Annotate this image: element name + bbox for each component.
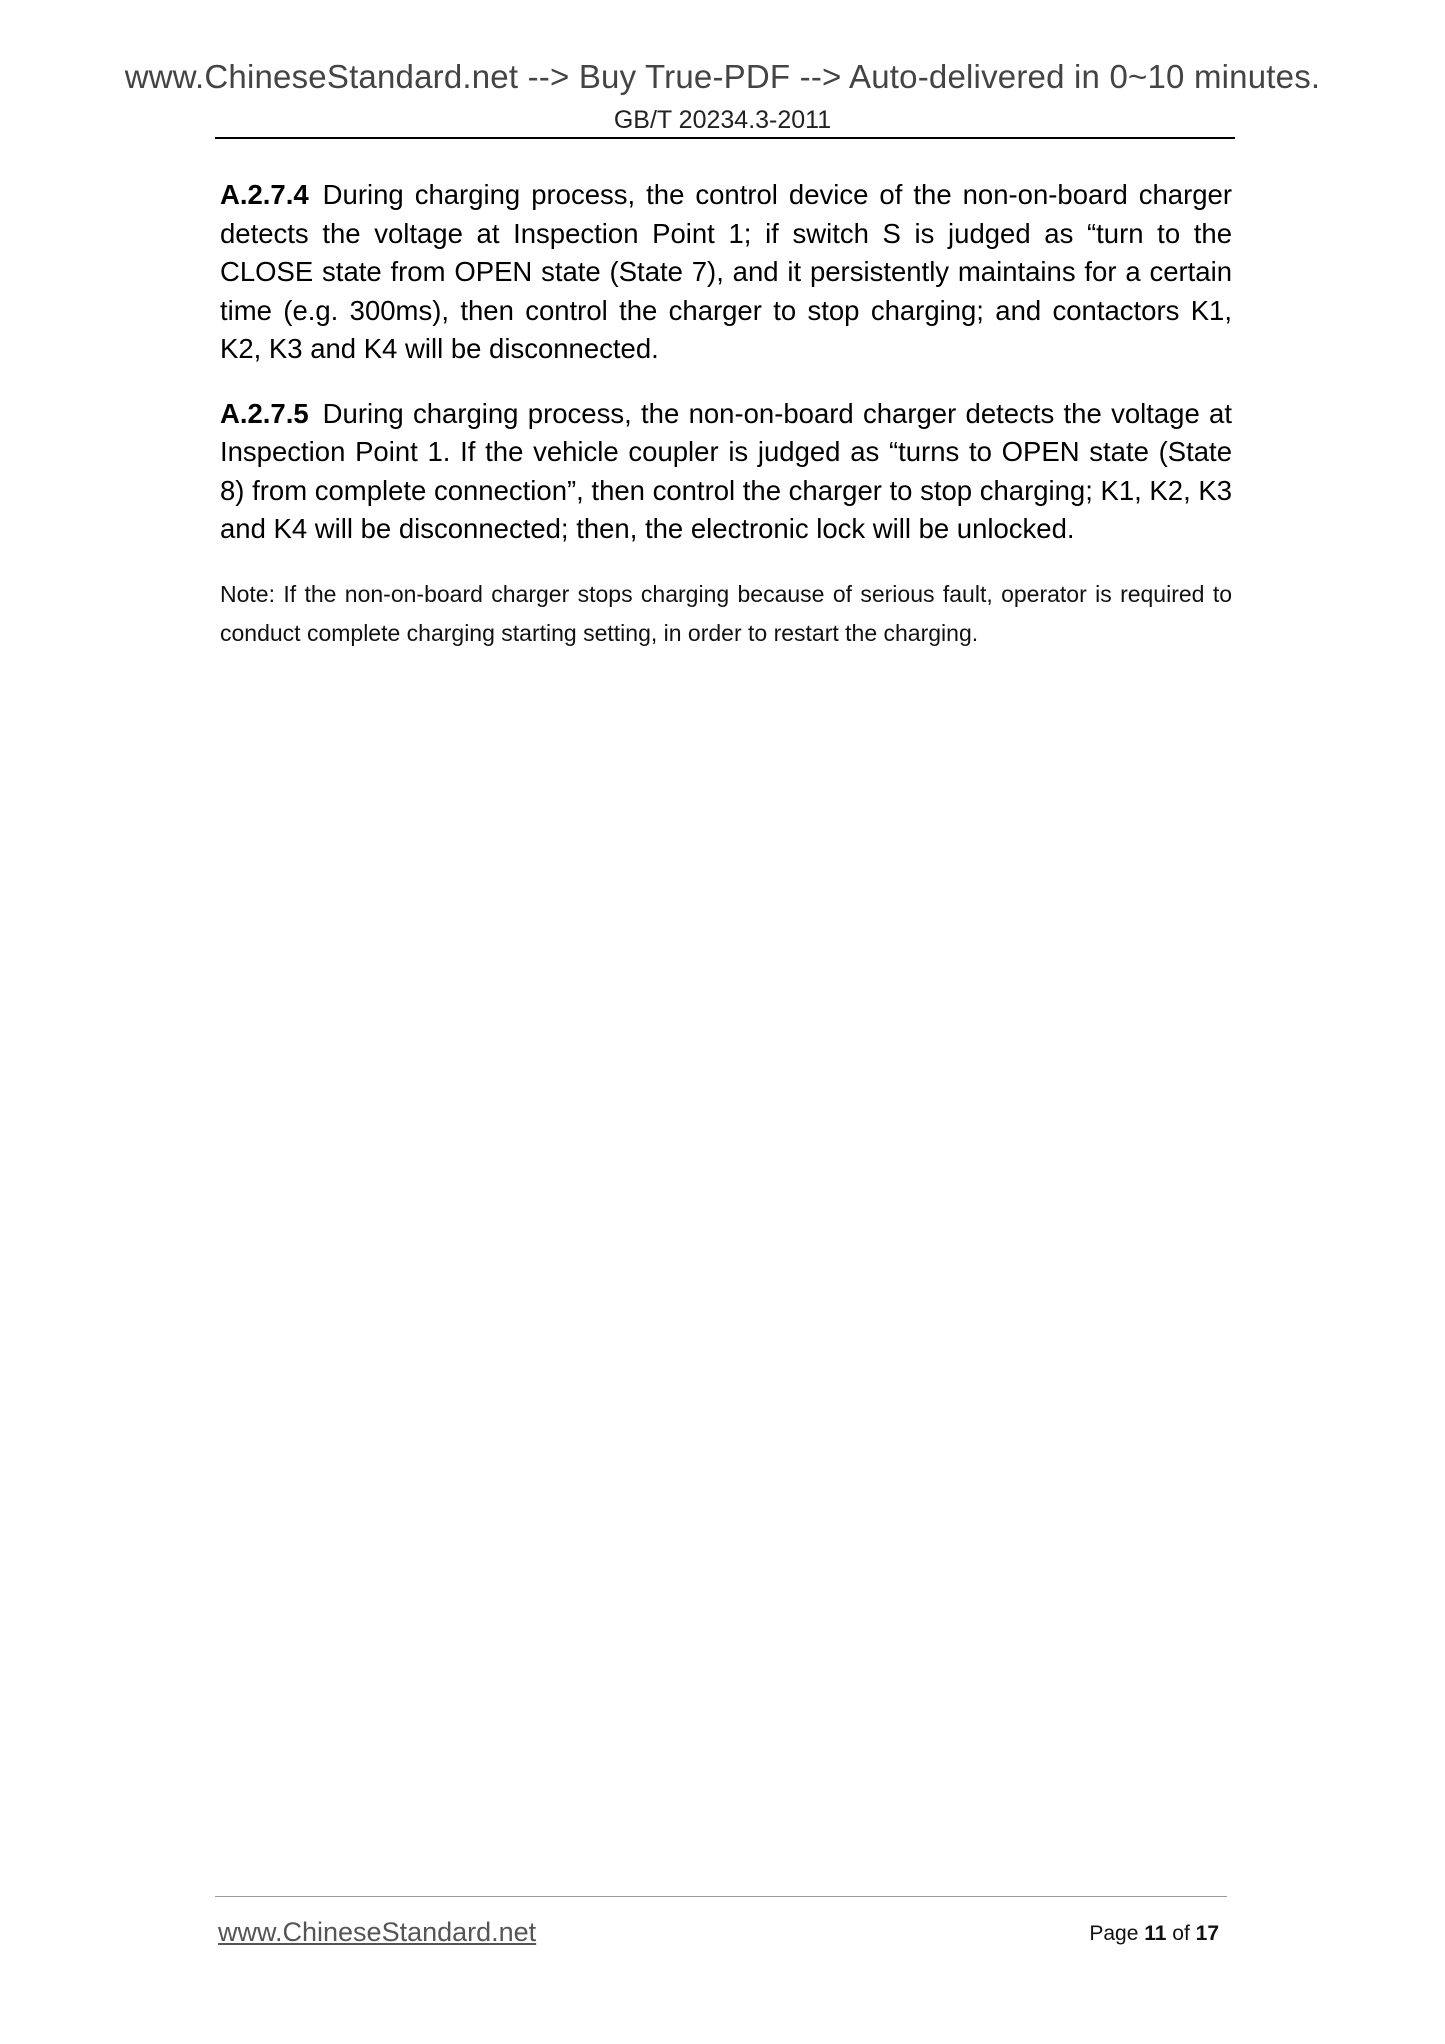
page-number: [1089, 1922, 1219, 1946]
clause-number: A.2.7.4: [220, 179, 309, 210]
clause-a-2-7-5: [220, 395, 1232, 549]
header-banner: www.ChineseStandard.net --> Buy True-PDF --> Auto-delivered in 0~10 minutes.: [124, 58, 1321, 95]
clause-a-2-7-4: [220, 176, 1232, 369]
footer-site-link[interactable]: www.ChineseStandard.net: [218, 1917, 537, 1947]
clause-text: During charging process, the control device of the non-on-board charger detects the voltage at Inspection Point 1; if switch S is judged as “turn to the CLOSE state from OPEN state (State 7), and it persistently maintains for a certain time (e.g. 300ms), then control the charger to stop charging; and contactors K1, K2, K3 and K4 will be disconnected.: [220, 179, 1232, 364]
page-prefix: Page: [1089, 1922, 1139, 1945]
header-divider: [215, 137, 1235, 139]
footer-divider: [215, 1896, 1227, 1897]
note-paragraph: Note: If the non-on-board charger stops charging because of serious fault, operator is required to conduct complete charging starting setting, in order to restart the charging.: [220, 580, 1232, 646]
clause-number: A.2.7.5: [220, 397, 309, 429]
document-body: [220, 176, 1232, 653]
page-total: 17: [1195, 1922, 1219, 1945]
page-of: of: [1172, 1922, 1190, 1945]
page-current: 11: [1144, 1922, 1167, 1945]
document-code: GB/T 20234.3-2011: [613, 106, 832, 134]
clause-text: During charging process, the non-on-board charger detects the voltage at Inspection Point 1. If the vehicle coupler is judged as “turns to OPEN state (State 8) from complete connection”, then control the charger to stop charging; K1, K2, K3 and K4 will be disconnected; then, the electronic lock will be unlocked.: [220, 397, 1232, 544]
